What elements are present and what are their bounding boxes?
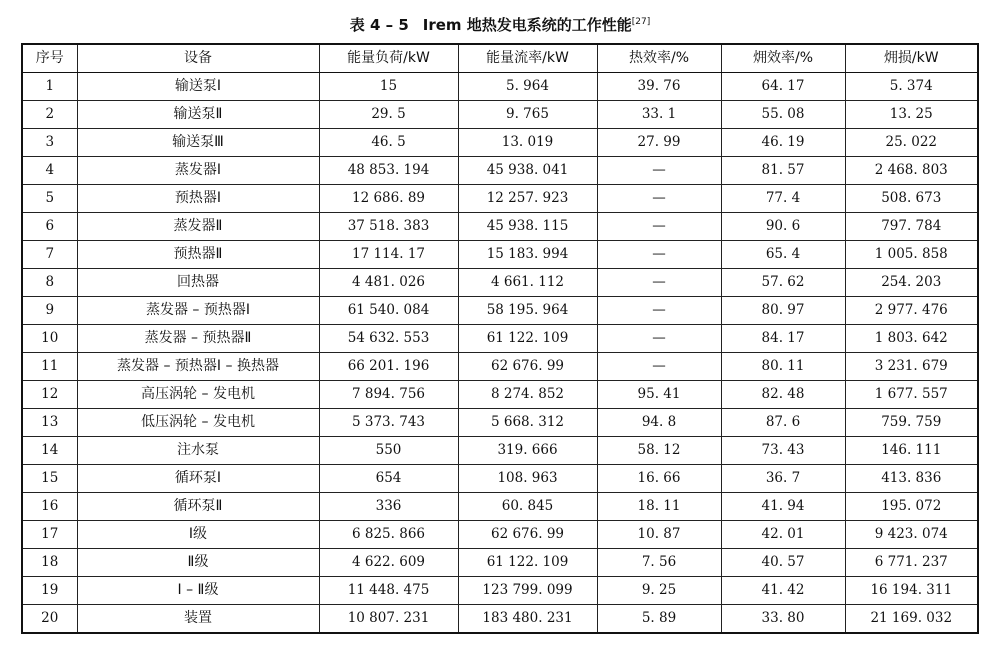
column-header: 设备 — [77, 44, 319, 73]
exergy-loss-cell: 254. 203 — [845, 269, 978, 297]
device-name-cell: 低压涡轮 – 发电机 — [77, 409, 319, 437]
table-row — [22, 437, 978, 465]
row-number-cell: 3 — [22, 129, 77, 157]
energy-flow-cell: 61 122. 109 — [458, 549, 597, 577]
row-number-cell: 20 — [22, 605, 77, 634]
device-name-cell: 循环泵Ⅰ — [77, 465, 319, 493]
thermal-efficiency-cell: — — [597, 269, 721, 297]
exergy-efficiency-cell: 46. 19 — [721, 129, 845, 157]
exergy-efficiency-cell: 73. 43 — [721, 437, 845, 465]
row-number-cell: 10 — [22, 325, 77, 353]
column-header: 㶲效率/% — [721, 44, 845, 73]
table-row — [22, 325, 978, 353]
table-row — [22, 73, 978, 101]
exergy-loss-cell: 797. 784 — [845, 213, 978, 241]
exergy-loss-cell: 6 771. 237 — [845, 549, 978, 577]
thermal-efficiency-cell: 18. 11 — [597, 493, 721, 521]
exergy-efficiency-cell: 36. 7 — [721, 465, 845, 493]
energy-flow-cell: 62 676. 99 — [458, 353, 597, 381]
thermal-efficiency-cell: — — [597, 353, 721, 381]
exergy-efficiency-cell: 90. 6 — [721, 213, 845, 241]
row-number-cell: 9 — [22, 297, 77, 325]
row-number-cell: 12 — [22, 381, 77, 409]
energy-flow-cell: 62 676. 99 — [458, 521, 597, 549]
energy-load-cell: 654 — [319, 465, 458, 493]
thermal-efficiency-cell: — — [597, 241, 721, 269]
energy-flow-cell: 58 195. 964 — [458, 297, 597, 325]
table-row — [22, 241, 978, 269]
performance-table — [21, 43, 979, 634]
row-number-cell: 13 — [22, 409, 77, 437]
exergy-efficiency-cell: 77. 4 — [721, 185, 845, 213]
table-row — [22, 269, 978, 297]
thermal-efficiency-cell: 7. 56 — [597, 549, 721, 577]
table-header-row — [22, 44, 978, 73]
energy-flow-cell: 15 183. 994 — [458, 241, 597, 269]
table-row — [22, 493, 978, 521]
thermal-efficiency-cell: — — [597, 185, 721, 213]
thermal-efficiency-cell: 94. 8 — [597, 409, 721, 437]
exergy-loss-cell: 508. 673 — [845, 185, 978, 213]
exergy-loss-cell: 1 677. 557 — [845, 381, 978, 409]
exergy-loss-cell: 13. 25 — [845, 101, 978, 129]
row-number-cell: 18 — [22, 549, 77, 577]
energy-flow-cell: 108. 963 — [458, 465, 597, 493]
exergy-loss-cell: 1 803. 642 — [845, 325, 978, 353]
table-row — [22, 549, 978, 577]
row-number-cell: 5 — [22, 185, 77, 213]
column-header: 热效率/% — [597, 44, 721, 73]
energy-load-cell: 4 622. 609 — [319, 549, 458, 577]
device-name-cell: 蒸发器 – 预热器Ⅱ — [77, 325, 319, 353]
thermal-efficiency-cell: 27. 99 — [597, 129, 721, 157]
exergy-efficiency-cell: 41. 94 — [721, 493, 845, 521]
table-row — [22, 521, 978, 549]
column-header: 序号 — [22, 44, 77, 73]
thermal-efficiency-cell: 33. 1 — [597, 101, 721, 129]
exergy-loss-cell: 2 468. 803 — [845, 157, 978, 185]
energy-load-cell: 4 481. 026 — [319, 269, 458, 297]
energy-load-cell: 12 686. 89 — [319, 185, 458, 213]
energy-flow-cell: 9. 765 — [458, 101, 597, 129]
thermal-efficiency-cell: 5. 89 — [597, 605, 721, 634]
energy-load-cell: 7 894. 756 — [319, 381, 458, 409]
row-number-cell: 11 — [22, 353, 77, 381]
exergy-efficiency-cell: 42. 01 — [721, 521, 845, 549]
caption-title: Irem 地热发电系统的工作性能 — [422, 16, 632, 34]
table-row — [22, 409, 978, 437]
energy-load-cell: 11 448. 475 — [319, 577, 458, 605]
energy-flow-cell: 45 938. 115 — [458, 213, 597, 241]
device-name-cell: 蒸发器 – 预热器Ⅰ — [77, 297, 319, 325]
energy-flow-cell: 60. 845 — [458, 493, 597, 521]
thermal-efficiency-cell: 95. 41 — [597, 381, 721, 409]
energy-load-cell: 46. 5 — [319, 129, 458, 157]
device-name-cell: Ⅰ级 — [77, 521, 319, 549]
table-row — [22, 129, 978, 157]
table-row — [22, 213, 978, 241]
exergy-loss-cell: 1 005. 858 — [845, 241, 978, 269]
device-name-cell: 输送泵Ⅰ — [77, 73, 319, 101]
table-row — [22, 465, 978, 493]
device-name-cell: 蒸发器Ⅰ — [77, 157, 319, 185]
energy-flow-cell: 183 480. 231 — [458, 605, 597, 634]
energy-load-cell: 29. 5 — [319, 101, 458, 129]
energy-load-cell: 66 201. 196 — [319, 353, 458, 381]
table-row — [22, 577, 978, 605]
exergy-loss-cell: 2 977. 476 — [845, 297, 978, 325]
energy-flow-cell: 4 661. 112 — [458, 269, 597, 297]
device-name-cell: 输送泵Ⅲ — [77, 129, 319, 157]
energy-load-cell: 54 632. 553 — [319, 325, 458, 353]
device-name-cell: Ⅱ级 — [77, 549, 319, 577]
table-body — [22, 73, 978, 634]
exergy-loss-cell: 413. 836 — [845, 465, 978, 493]
exergy-loss-cell: 195. 072 — [845, 493, 978, 521]
exergy-efficiency-cell: 40. 57 — [721, 549, 845, 577]
column-header: 㶲损/kW — [845, 44, 978, 73]
exergy-loss-cell: 21 169. 032 — [845, 605, 978, 634]
caption-number: 表 4 – 5 — [349, 16, 409, 34]
thermal-efficiency-cell: 16. 66 — [597, 465, 721, 493]
table-row — [22, 381, 978, 409]
row-number-cell: 7 — [22, 241, 77, 269]
exergy-loss-cell: 9 423. 074 — [845, 521, 978, 549]
column-header: 能量负荷/kW — [319, 44, 458, 73]
thermal-efficiency-cell: — — [597, 213, 721, 241]
energy-flow-cell: 5 668. 312 — [458, 409, 597, 437]
device-name-cell: 蒸发器Ⅱ — [77, 213, 319, 241]
exergy-efficiency-cell: 80. 11 — [721, 353, 845, 381]
energy-flow-cell: 123 799. 099 — [458, 577, 597, 605]
exergy-loss-cell: 3 231. 679 — [845, 353, 978, 381]
thermal-efficiency-cell: — — [597, 157, 721, 185]
energy-load-cell: 37 518. 383 — [319, 213, 458, 241]
exergy-efficiency-cell: 55. 08 — [721, 101, 845, 129]
device-name-cell: 预热器Ⅰ — [77, 185, 319, 213]
energy-flow-cell: 13. 019 — [458, 129, 597, 157]
energy-flow-cell: 45 938. 041 — [458, 157, 597, 185]
row-number-cell: 6 — [22, 213, 77, 241]
row-number-cell: 17 — [22, 521, 77, 549]
row-number-cell: 16 — [22, 493, 77, 521]
device-name-cell: 高压涡轮 – 发电机 — [77, 381, 319, 409]
device-name-cell: 循环泵Ⅱ — [77, 493, 319, 521]
row-number-cell: 8 — [22, 269, 77, 297]
exergy-efficiency-cell: 80. 97 — [721, 297, 845, 325]
energy-flow-cell: 61 122. 109 — [458, 325, 597, 353]
energy-load-cell: 48 853. 194 — [319, 157, 458, 185]
table-row — [22, 297, 978, 325]
row-number-cell: 1 — [22, 73, 77, 101]
device-name-cell: 回热器 — [77, 269, 319, 297]
exergy-efficiency-cell: 33. 80 — [721, 605, 845, 634]
table-caption — [0, 14, 1000, 35]
row-number-cell: 15 — [22, 465, 77, 493]
thermal-efficiency-cell: 10. 87 — [597, 521, 721, 549]
device-name-cell: 蒸发器 – 预热器Ⅰ – 换热器 — [77, 353, 319, 381]
thermal-efficiency-cell: — — [597, 297, 721, 325]
exergy-efficiency-cell: 82. 48 — [721, 381, 845, 409]
energy-load-cell: 336 — [319, 493, 458, 521]
energy-load-cell: 550 — [319, 437, 458, 465]
exergy-loss-cell: 5. 374 — [845, 73, 978, 101]
exergy-efficiency-cell: 84. 17 — [721, 325, 845, 353]
energy-flow-cell: 5. 964 — [458, 73, 597, 101]
row-number-cell: 2 — [22, 101, 77, 129]
device-name-cell: 装置 — [77, 605, 319, 634]
row-number-cell: 4 — [22, 157, 77, 185]
exergy-loss-cell: 16 194. 311 — [845, 577, 978, 605]
exergy-efficiency-cell: 81. 57 — [721, 157, 845, 185]
exergy-efficiency-cell: 64. 17 — [721, 73, 845, 101]
device-name-cell: 注水泵 — [77, 437, 319, 465]
energy-load-cell: 6 825. 866 — [319, 521, 458, 549]
column-header: 能量流率/kW — [458, 44, 597, 73]
thermal-efficiency-cell: — — [597, 325, 721, 353]
exergy-efficiency-cell: 87. 6 — [721, 409, 845, 437]
row-number-cell: 14 — [22, 437, 77, 465]
table-row — [22, 101, 978, 129]
thermal-efficiency-cell: 58. 12 — [597, 437, 721, 465]
thermal-efficiency-cell: 39. 76 — [597, 73, 721, 101]
caption-reference: [27] — [631, 17, 651, 27]
exergy-loss-cell: 759. 759 — [845, 409, 978, 437]
energy-load-cell: 61 540. 084 — [319, 297, 458, 325]
energy-load-cell: 15 — [319, 73, 458, 101]
exergy-loss-cell: 146. 111 — [845, 437, 978, 465]
exergy-loss-cell: 25. 022 — [845, 129, 978, 157]
table-row — [22, 157, 978, 185]
device-name-cell: 预热器Ⅱ — [77, 241, 319, 269]
exergy-efficiency-cell: 41. 42 — [721, 577, 845, 605]
energy-load-cell: 10 807. 231 — [319, 605, 458, 634]
energy-load-cell: 5 373. 743 — [319, 409, 458, 437]
device-name-cell: 输送泵Ⅱ — [77, 101, 319, 129]
table-row — [22, 353, 978, 381]
energy-flow-cell: 8 274. 852 — [458, 381, 597, 409]
energy-load-cell: 17 114. 17 — [319, 241, 458, 269]
table-row — [22, 605, 978, 634]
energy-flow-cell: 12 257. 923 — [458, 185, 597, 213]
energy-flow-cell: 319. 666 — [458, 437, 597, 465]
exergy-efficiency-cell: 57. 62 — [721, 269, 845, 297]
exergy-efficiency-cell: 65. 4 — [721, 241, 845, 269]
device-name-cell: Ⅰ – Ⅱ级 — [77, 577, 319, 605]
row-number-cell: 19 — [22, 577, 77, 605]
thermal-efficiency-cell: 9. 25 — [597, 577, 721, 605]
table-row — [22, 185, 978, 213]
